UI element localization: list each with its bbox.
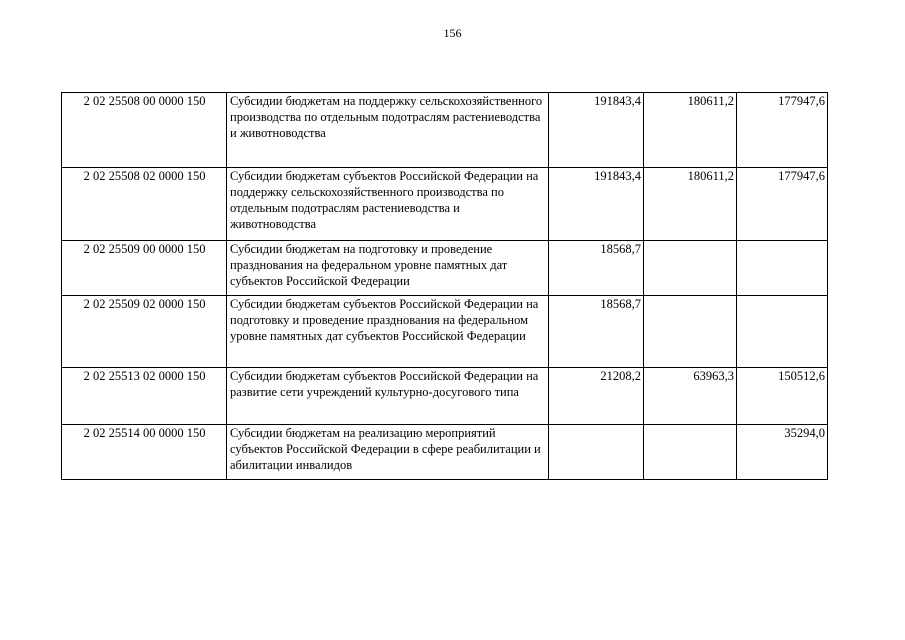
budget-table	[61, 92, 828, 480]
table-row	[62, 425, 828, 480]
value-cell-2: 180611,2	[644, 93, 737, 168]
value-cell-2	[644, 425, 737, 480]
table-row	[62, 168, 828, 241]
value-cell-2: 63963,3	[644, 368, 737, 425]
value-cell-1: 191843,4	[549, 93, 644, 168]
value-cell-2	[644, 296, 737, 368]
value-cell-3: 150512,6	[737, 368, 828, 425]
table-row	[62, 241, 828, 296]
value-cell-1: 18568,7	[549, 296, 644, 368]
budget-code-cell: 2 02 25509 02 0000 150	[62, 296, 227, 368]
value-cell-2: 180611,2	[644, 168, 737, 241]
description-cell: Субсидии бюджетам на подготовку и проведение празднования на федеральном уровне памятных дат субъектов Российской Федерации	[227, 241, 549, 296]
page-number: 156	[443, 26, 462, 40]
table-row	[62, 368, 828, 425]
table-row	[62, 93, 828, 168]
value-cell-3: 177947,6	[737, 93, 828, 168]
value-cell-3	[737, 296, 828, 368]
value-cell-1	[549, 425, 644, 480]
budget-code-cell: 2 02 25513 02 0000 150	[62, 368, 227, 425]
table-row	[62, 296, 828, 368]
description-cell: Субсидии бюджетам субъектов Российской Федерации на развитие сети учреждений культурно-досугового типа	[227, 368, 549, 425]
value-cell-1: 191843,4	[549, 168, 644, 241]
value-cell-3: 177947,6	[737, 168, 828, 241]
value-cell-1: 21208,2	[549, 368, 644, 425]
budget-code-cell: 2 02 25508 00 0000 150	[62, 93, 227, 168]
description-cell: Субсидии бюджетам на реализацию мероприятий субъектов Российской Федерации в сфере реабилитации и абилитации инвалидов	[227, 425, 549, 480]
description-cell: Субсидии бюджетам на поддержку сельскохозяйственного производства по отдельным подотраслям растениеводства и животноводства	[227, 93, 549, 168]
value-cell-2	[644, 241, 737, 296]
description-cell: Субсидии бюджетам субъектов Российской Федерации на поддержку сельскохозяйственного производства по отдельным подотраслям растениеводства и животноводства	[227, 168, 549, 241]
budget-code-cell: 2 02 25509 00 0000 150	[62, 241, 227, 296]
value-cell-3	[737, 241, 828, 296]
budget-code-cell: 2 02 25514 00 0000 150	[62, 425, 227, 480]
description-cell: Субсидии бюджетам субъектов Российской Федерации на подготовку и проведение празднования на федеральном уровне памятных дат субъектов Российской Федерации	[227, 296, 549, 368]
value-cell-3: 35294,0	[737, 425, 828, 480]
value-cell-1: 18568,7	[549, 241, 644, 296]
budget-code-cell: 2 02 25508 02 0000 150	[62, 168, 227, 241]
